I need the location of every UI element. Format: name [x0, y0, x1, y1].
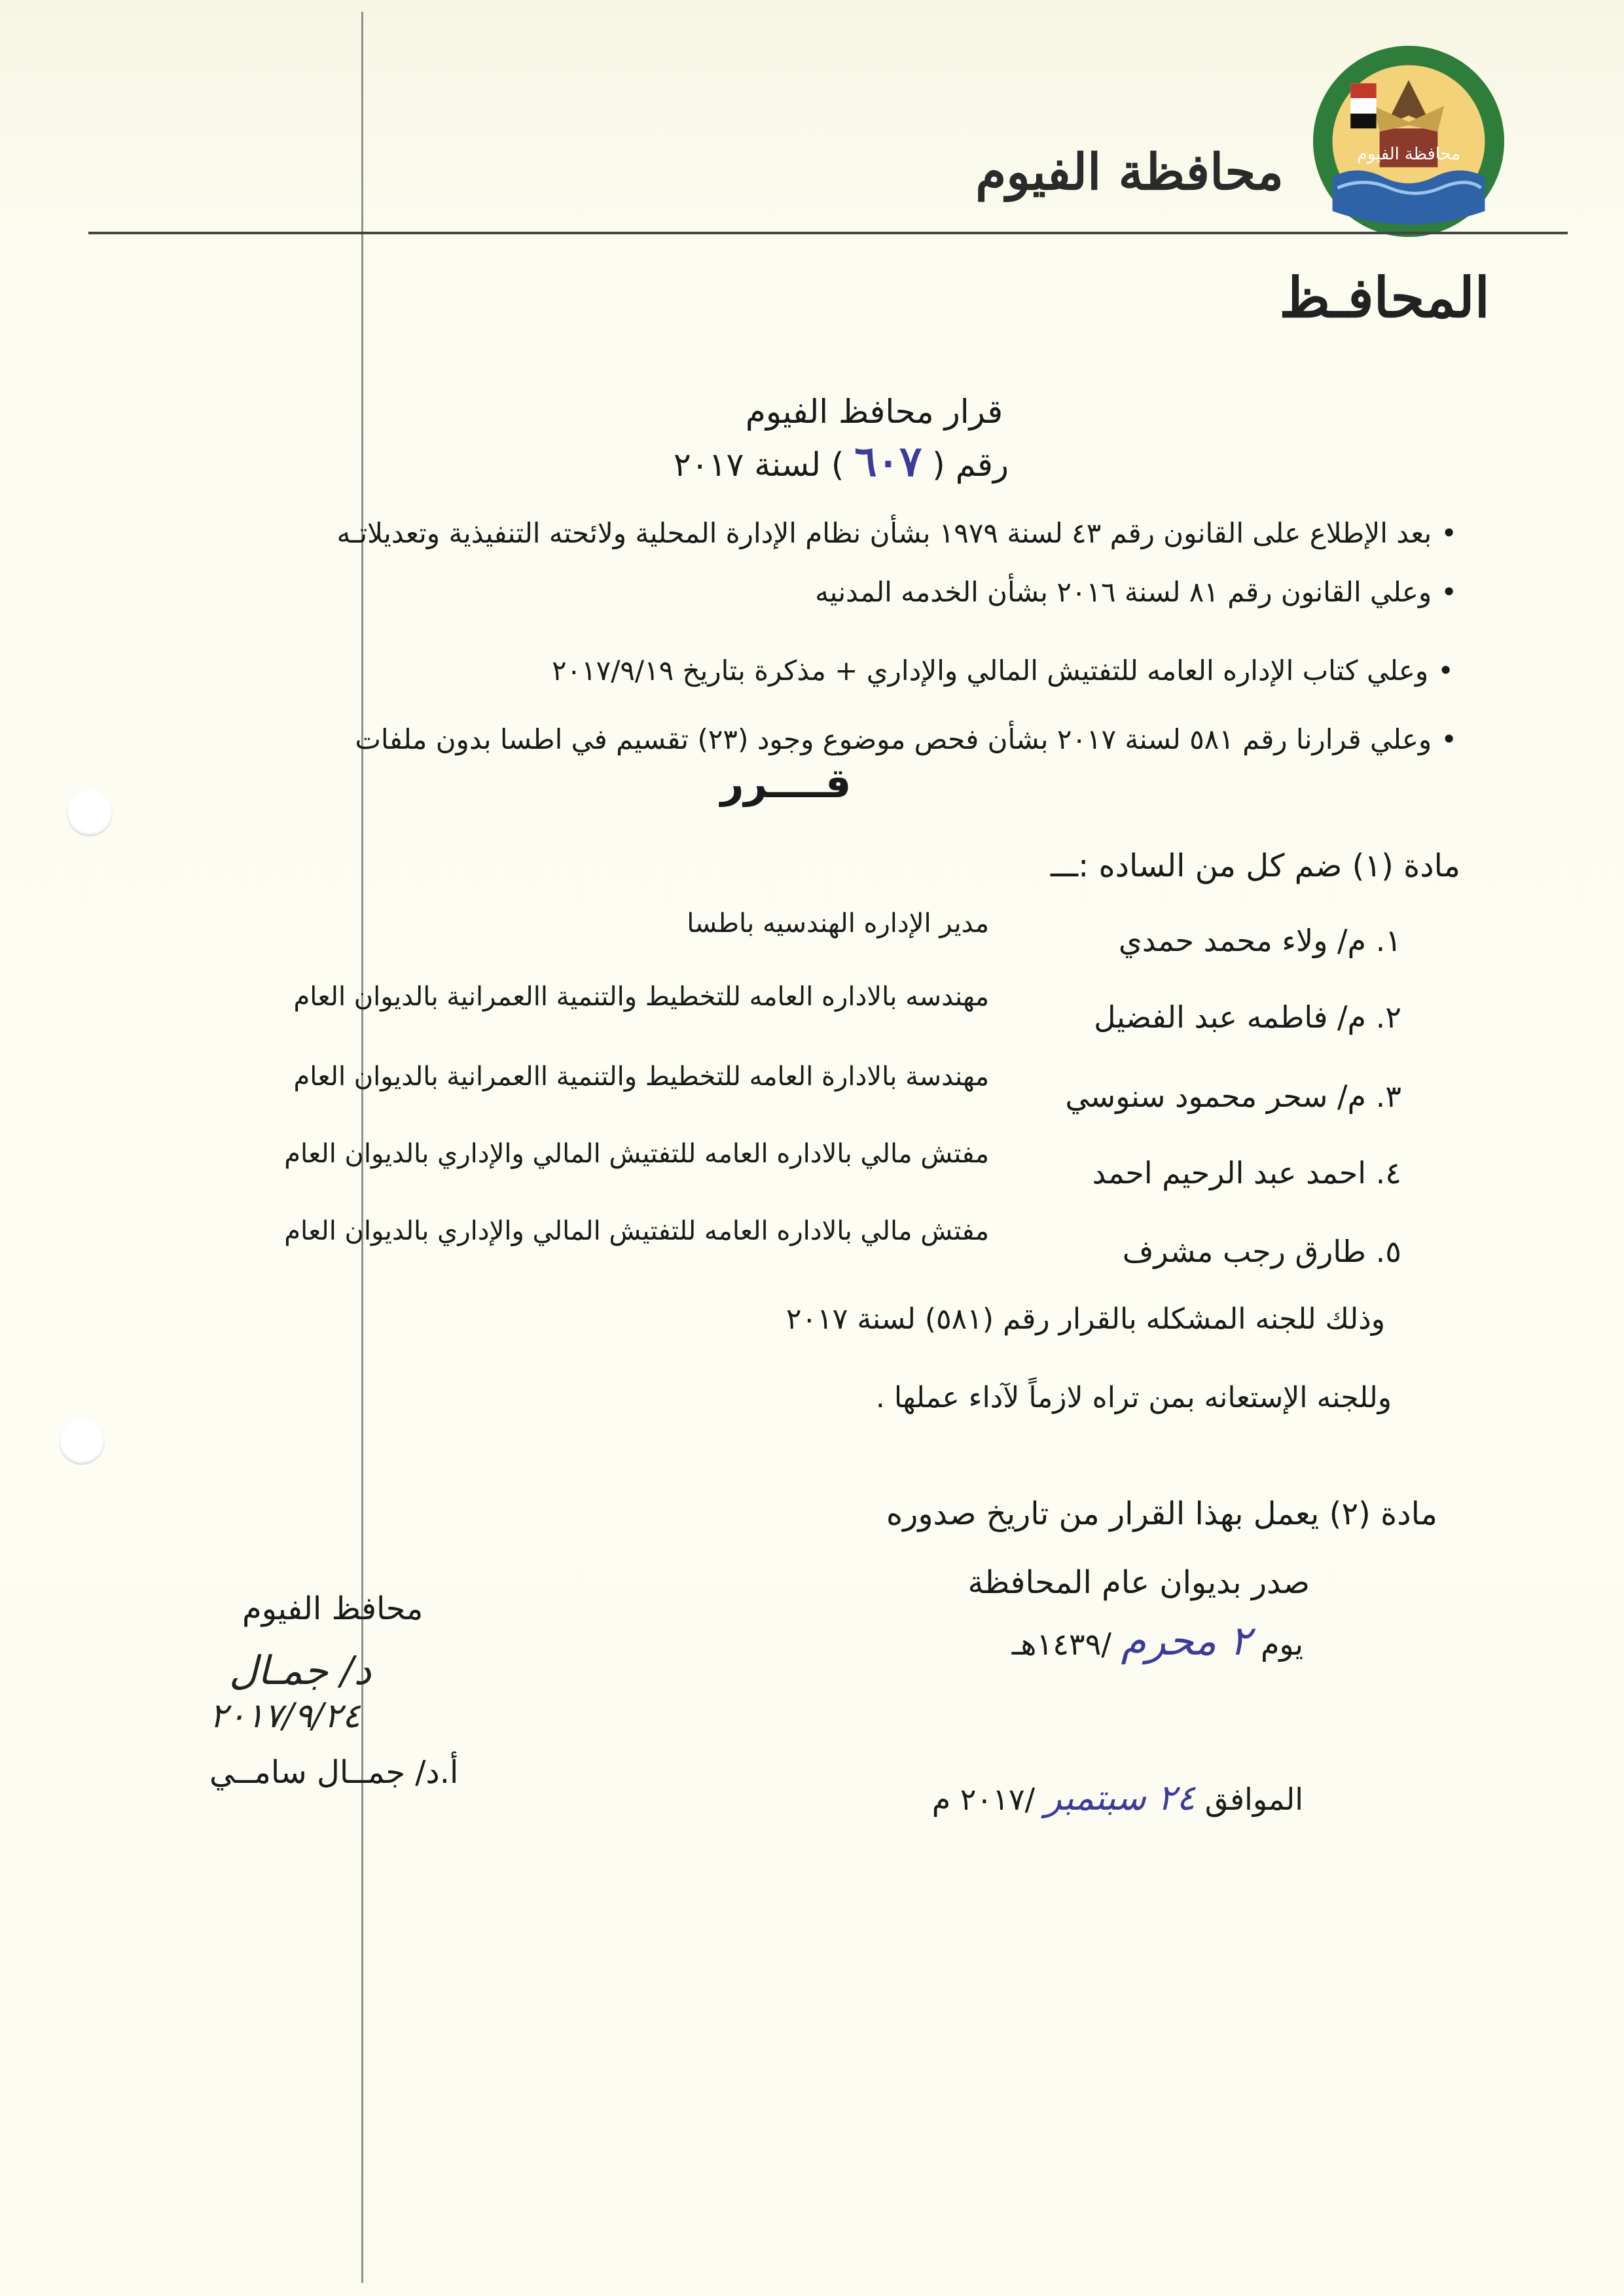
- governorate-logo: [1312, 45, 1506, 238]
- gregorian-day-handwritten: ٢٤ سبتمبر: [1044, 1777, 1196, 1818]
- issued-place: صدر بديوان عام المحافظة: [967, 1564, 1310, 1601]
- logo-text: محافظة الفيوم: [1356, 144, 1461, 164]
- article-1-heading: مادة (١) ضم كل من الساده :ـــ: [1050, 848, 1460, 884]
- governorate-name: محافظة الفيوم: [975, 143, 1284, 201]
- member-name: ٣. م/ سحر محمود سنوسي: [1065, 1079, 1401, 1114]
- member-title: مهندسه بالاداره العامه للتخطيط والتنمية االعمرانية بالديوان العام: [293, 982, 989, 1012]
- preamble-item: •وعلي كتاب الإداره العامه للتفتيش المالي والإداري + مذكرة بتاريخ ٢٠١٧/٩/١٩: [551, 655, 1454, 687]
- article-1-line-2: وللجنه الإستعانه بمن تراه لازماً لآداء عملها .: [875, 1381, 1392, 1414]
- member-title: مفتش مالي بالاداره العامه للتفتيش المالي والإداري بالديوان العام: [284, 1139, 989, 1169]
- day-label: يوم: [1260, 1626, 1303, 1662]
- decision-number-handwritten: ٦٠٧: [854, 437, 922, 486]
- preamble-item: •بعد الإطلاع على القانون رقم ٤٣ لسنة ١٩٧٩ بشأن نظام الإدارة المحلية ولائحته التنفيذية وتعديلاتـه: [336, 517, 1457, 549]
- preamble-item: •وعلي قرارنا رقم ٥٨١ لسنة ٢٠١٧ بشأن فحص موضوع وجود (٢٣) تقسيم في اطسا بدون ملفات: [355, 723, 1457, 755]
- gregorian-date-line: [932, 1777, 1303, 1818]
- decision-number-line: [674, 437, 1009, 486]
- member-name: ٤. احمد عبد الرحيم احمد: [1092, 1155, 1401, 1191]
- header-divider: [88, 232, 1568, 234]
- hijri-date-line: [1012, 1617, 1303, 1664]
- member-title: مفتش مالي بالاداره العامه للتفتيش المالي والإداري بالديوان العام: [284, 1216, 989, 1246]
- member-name: ٢. م/ فاطمه عبد الفضيل: [1094, 999, 1401, 1035]
- handwritten-signature-date: ٢٠١٧/٩/٢٤: [209, 1696, 361, 1736]
- article-1-line-1: وذلك للجنه المشكله بالقرار رقم (٥٨١) لسنة ٢٠١٧: [785, 1302, 1385, 1336]
- signatory-title: محافظ الفيوم: [242, 1590, 424, 1627]
- hijri-day-handwritten: ٢ محرم: [1121, 1617, 1252, 1664]
- office-title: المحافـظ: [1279, 265, 1490, 330]
- member-title: مهندسة بالادارة العامه للتخطيط والتنمية االعمرانية بالديوان العام: [293, 1062, 989, 1092]
- punch-hole-bottom: [59, 1419, 105, 1465]
- decision-number-suffix: ) لسنة ٢٠١٧: [673, 446, 844, 484]
- member-name: ٥. طارق رجب مشرف: [1122, 1234, 1401, 1269]
- handwritten-signature: د/ جمـال: [229, 1648, 372, 1694]
- member-title: مدير الإداره الهندسيه باطسا: [687, 908, 989, 939]
- gregorian-year: /٢٠١٧ م: [931, 1782, 1036, 1817]
- hijri-year: /١٤٣٩هـ: [1011, 1626, 1111, 1662]
- preamble-item: •وعلي القانون رقم ٨١ لسنة ٢٠١٦ بشأن الخدمه المدنيه: [815, 576, 1457, 608]
- decision-number-prefix: رقم (: [932, 446, 1009, 484]
- signatory-name: أ.د/ جمــال سامــي: [209, 1754, 459, 1791]
- decided-heading: قــــرر: [720, 759, 852, 807]
- decision-title: قرار محافظ الفيوم: [745, 393, 1003, 431]
- corresponding-label: الموافق: [1204, 1782, 1303, 1817]
- member-name: ١. م/ ولاء محمد حمدي: [1118, 923, 1401, 958]
- article-2-heading: مادة (٢) يعمل بهذا القرار من تاريخ صدوره: [886, 1496, 1437, 1532]
